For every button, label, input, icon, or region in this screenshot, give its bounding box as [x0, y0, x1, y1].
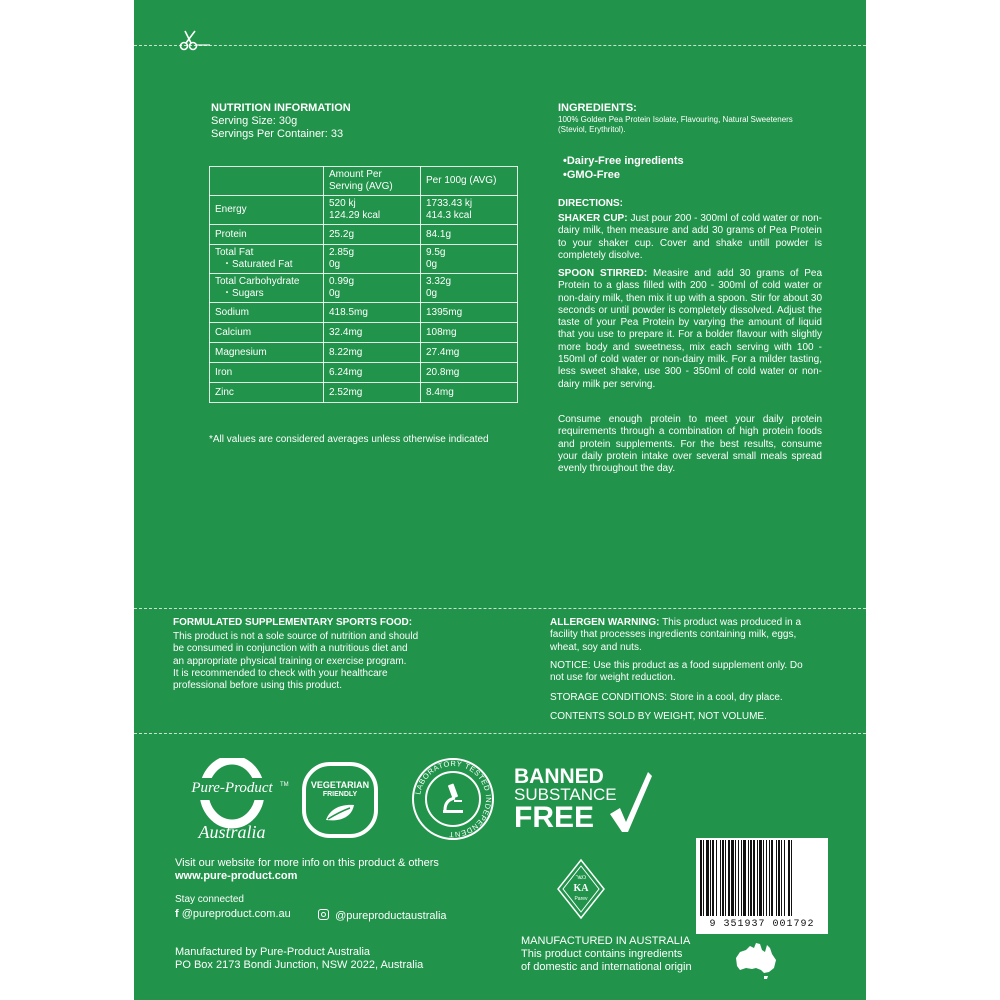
nutrient-name: Sodium [210, 303, 324, 323]
per-100g-cell: 20.8mg [421, 363, 518, 383]
nutrient-name: Calcium [210, 323, 324, 343]
nutrition-footnote: *All values are considered averages unless otherwise indicated [209, 434, 489, 445]
table-row [210, 245, 518, 274]
header-cell [210, 167, 324, 196]
header-cell: Amount Per Serving (AVG) [324, 167, 421, 196]
brand-name-top: Pure-Product [191, 780, 273, 796]
ingredients-title: INGREDIENTS: [558, 102, 637, 114]
contents-text: CONTENTS SOLD BY WEIGHT, NOT VOLUME. [550, 711, 767, 722]
microscope-icon [439, 782, 467, 821]
per-100g-cell: 3.32g 0g [421, 274, 518, 303]
ingredients-text: 100% Golden Pea Protein Isolate, Flavouring, Natural Sweeteners [558, 115, 793, 124]
section-divider [134, 733, 866, 734]
product-back-label [134, 0, 866, 1000]
vegetarian-friendly-badge [300, 760, 380, 840]
per-100g-cell: 27.4mg [421, 343, 518, 363]
pure-product-logo [172, 758, 292, 848]
lab-tested-badge [410, 756, 496, 842]
nutrient-name: Total Fat ・Saturated Fat [210, 245, 324, 274]
directions-title: DIRECTIONS: [558, 198, 623, 209]
free-label: FREE [514, 801, 595, 834]
per-100g-cell: 8.4mg [421, 383, 518, 403]
brand-name-bottom: Australia [198, 822, 266, 842]
table-row [210, 343, 518, 363]
nutrient-name: Energy [210, 196, 324, 225]
visit-text: Visit our website for more info on this product & others [175, 857, 439, 869]
table-row [210, 323, 518, 343]
substance-label: SUBSTANCE [514, 785, 617, 804]
manufacturer-name: Manufactured by Pure-Product Australia [175, 946, 371, 958]
instagram-link[interactable]: @pureproductaustralia [318, 908, 447, 923]
barcode-icon [696, 838, 828, 934]
per-100g-cell: 84.1g [421, 225, 518, 245]
kosher-parev: Parev [574, 896, 588, 902]
facebook-link[interactable]: f @pureproduct.com.au [175, 908, 291, 920]
per-serving-cell: 0.99g 0g [324, 274, 421, 303]
banned-substance-free-badge [512, 766, 652, 838]
spoon-stirred-label: SPOON STIRRED: [558, 268, 648, 279]
per-100g-cell: 9.5g 0g [421, 245, 518, 274]
nutrient-name: Total Carbohydrate ・Sugars [210, 274, 324, 303]
per-100g-cell: 1395mg [421, 303, 518, 323]
consume-text: Consume enough protein to meet your daily protein requirements through a combination of high protein foods and protein supplements. For the best results, consume your daily protein intake over several small meals spread evenly throughout the day. [558, 414, 822, 475]
notice-text: NOTICE: Use this product as a food supplement only. Do not use for weight reduction. [550, 660, 803, 684]
nutrient-name: Zinc [210, 383, 324, 403]
ingredients-text: (Steviol, Erythritol). [558, 125, 626, 134]
table-row [210, 363, 518, 383]
table-row [210, 303, 518, 323]
friendly-label: FRIENDLY [322, 791, 358, 798]
allergen-label: ALLERGEN WARNING: [550, 617, 660, 628]
allergen-warning: ALLERGEN WARNING: This product was produced in a facility that processes ingredients containing milk, eggs, wheat, soy and nuts. [550, 617, 802, 653]
header-cell: Per 100g (AVG) [421, 167, 518, 196]
barcode-digits: 9 351937 001792 [709, 919, 815, 930]
origin-line-2: This product contains ingredients [521, 948, 683, 960]
nutrient-name: Iron [210, 363, 324, 383]
facebook-icon: f [175, 908, 179, 920]
origin-line-3: of domestic and international origin [521, 961, 692, 973]
servings-per-container: Servings Per Container: 33 [211, 128, 344, 140]
per-serving-cell: 520 kj 124.29 kcal [324, 196, 421, 225]
per-serving-cell: 6.24mg [324, 363, 421, 383]
nutrient-name: Magnesium [210, 343, 324, 363]
trademark: TM [280, 782, 289, 788]
origin-line-1: MANUFACTURED IN AUSTRALIA [521, 935, 691, 947]
per-100g-cell: 108mg [421, 323, 518, 343]
kosher-icon [556, 858, 606, 920]
per-serving-cell: 8.22mg [324, 343, 421, 363]
banned-label: BANNED [514, 765, 604, 788]
stay-connected: Stay connected [175, 894, 244, 905]
leaf-icon [322, 802, 358, 829]
website-link[interactable]: www.pure-product.com [175, 870, 298, 882]
claim-gmo-free: •GMO-Free [563, 169, 621, 181]
table-row [210, 383, 518, 403]
table-header-row [210, 167, 518, 196]
per-serving-cell: 32.4mg [324, 323, 421, 343]
per-serving-cell: 25.2g [324, 225, 421, 245]
supplementary-title: FORMULATED SUPPLEMENTARY SPORTS FOOD: [173, 617, 413, 628]
table-row [210, 274, 518, 303]
serving-size: Serving Size: 30g [211, 115, 298, 127]
claim-dairy-free: •Dairy-Free ingredients [563, 155, 684, 167]
per-serving-cell: 2.52mg [324, 383, 421, 403]
kosher-ka: KA [573, 883, 589, 894]
supplementary-text: This product is not a sole source of nutrition and should be consumed in conjunction with a nutritious diet and an appropriate physical training or exercise program. It is recommended to check with your healthcare professional before using this product. [173, 631, 419, 692]
shaker-cup-text: Just pour 200 - 300ml of cold water or non-dairy milk, then measure and add 30 grams of Pea Protein to your shaker cup. Cover and shake untill powder is completely disolve. [558, 213, 823, 261]
per-100g-cell: 1733.43 kj 414.3 kcal [421, 196, 518, 225]
checkmark-icon [608, 770, 652, 839]
manufacturer-address: PO Box 2173 Bondi Junction, NSW 2022, Australia [175, 959, 424, 971]
spoon-stirred-directions [558, 268, 822, 391]
spoon-stirred-text: Measire and add 30 grams of Pea Protein to a glass filled with 200 - 300ml of cold water or non-dairy milk, then mix it up with a spoon. Stir for about 30 seconds or until powder is completely dissolved. Adjust the taste of your Pea Protein by varying the amount of liquid that you use to prepare it. For a bolder flavour with slightly more body and sweetness, mix each serving with 100 - 150ml of cold water or non-dairy milk. For a milder tasting, less sweet shake, use 300 - 350ml of cold water or non-dairy milk per serving. [558, 268, 823, 390]
nutrition-title: NUTRITION INFORMATION [211, 102, 351, 114]
instagram-icon [318, 909, 329, 920]
nutrition-table [209, 166, 518, 403]
per-serving-cell: 2.85g 0g [324, 245, 421, 274]
australia-map-icon [734, 940, 778, 985]
lab-ring-text: LABORATORY TESTED INDEPENDENT [413, 758, 494, 840]
table-row [210, 225, 518, 245]
storage-text: STORAGE CONDITIONS: Store in a cool, dry place. [550, 692, 783, 703]
scissors-icon [179, 30, 211, 57]
section-divider [134, 608, 866, 609]
table-row [210, 196, 518, 225]
kosher-hebrew: כשר [575, 875, 587, 881]
shaker-cup-directions [558, 213, 822, 262]
per-serving-cell: 418.5mg [324, 303, 421, 323]
vegetarian-label: VEGETARIAN [310, 780, 370, 790]
shaker-cup-label: SHAKER CUP: [558, 213, 628, 224]
cut-line [134, 45, 866, 46]
nutrient-name: Protein [210, 225, 324, 245]
